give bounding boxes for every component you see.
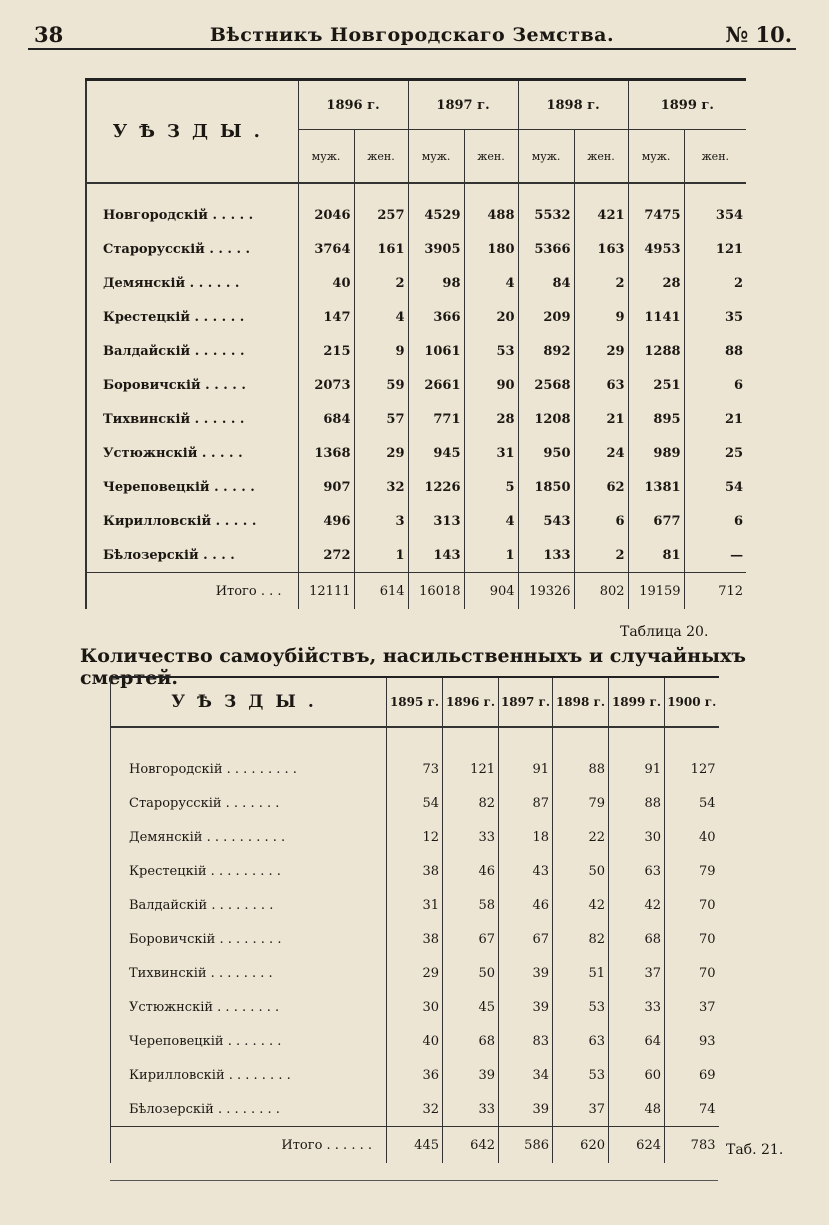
value-cell: 24 [574, 436, 628, 470]
year-header: 1898 г. [553, 677, 609, 727]
sex-header-male: муж. [298, 130, 354, 184]
value-cell: 257 [354, 198, 408, 232]
value-cell: 29 [574, 334, 628, 368]
value-cell: 50 [553, 854, 609, 888]
value-cell: 3905 [408, 232, 464, 266]
district-name: Демянскій . . . . . . [86, 266, 298, 300]
value-cell: 88 [553, 752, 609, 786]
value-cell: 2046 [298, 198, 354, 232]
sex-header-female: жен. [354, 130, 408, 184]
value-cell: 5532 [518, 198, 574, 232]
total-cell: 624 [609, 1127, 665, 1164]
value-cell: 34 [499, 1058, 553, 1092]
sex-header-female: жен. [464, 130, 518, 184]
year-header: 1900 г. [665, 677, 719, 727]
table-row [111, 888, 719, 922]
table-row [86, 334, 746, 368]
value-cell: 251 [628, 368, 684, 402]
value-cell: 64 [609, 1024, 665, 1058]
district-name: Крестецкій . . . . . . . . . [111, 854, 387, 888]
value-cell: 12 [387, 820, 443, 854]
value-cell: 28 [464, 402, 518, 436]
district-name: Новгородскій . . . . . . . . . [111, 752, 387, 786]
value-cell: 20 [464, 300, 518, 334]
value-cell: 143 [408, 538, 464, 573]
value-cell: 51 [553, 956, 609, 990]
value-cell: 39 [499, 1092, 553, 1127]
total-cell: 12111 [298, 573, 354, 610]
total-label: Итого . . . . . . [111, 1127, 387, 1164]
value-cell: 4 [464, 266, 518, 300]
value-cell: 84 [518, 266, 574, 300]
value-cell: 73 [387, 752, 443, 786]
value-cell: 42 [553, 888, 609, 922]
value-cell: 59 [354, 368, 408, 402]
header-rule [28, 48, 796, 50]
value-cell: 46 [443, 854, 499, 888]
value-cell: 70 [665, 956, 719, 990]
table-row [86, 402, 746, 436]
value-cell: 93 [665, 1024, 719, 1058]
spacer-row [86, 183, 746, 198]
value-cell: 950 [518, 436, 574, 470]
sex-header-male: муж. [518, 130, 574, 184]
table-row [111, 1058, 719, 1092]
value-cell: 68 [443, 1024, 499, 1058]
table-row [111, 956, 719, 990]
spacer-cell [553, 727, 609, 752]
table-row [86, 436, 746, 470]
value-cell: 488 [464, 198, 518, 232]
district-name: Старорусскій . . . . . . . [111, 786, 387, 820]
value-cell: 127 [665, 752, 719, 786]
sex-header-male: муж. [628, 130, 684, 184]
total-cell: 19159 [628, 573, 684, 610]
value-cell: 33 [443, 820, 499, 854]
district-name: Устюжнскій . . . . . [86, 436, 298, 470]
value-cell: 54 [387, 786, 443, 820]
value-cell: 21 [684, 402, 746, 436]
page-header [28, 20, 796, 52]
district-name: Боровичскій . . . . . [86, 368, 298, 402]
value-cell: 147 [298, 300, 354, 334]
total-cell: 614 [354, 573, 408, 610]
value-cell: 6 [684, 504, 746, 538]
spacer-cell [574, 183, 628, 198]
table-row [86, 368, 746, 402]
value-cell: 57 [354, 402, 408, 436]
value-cell: 30 [387, 990, 443, 1024]
table-row [111, 820, 719, 854]
district-name: Валдайскій . . . . . . . . [111, 888, 387, 922]
bottom-rule [110, 1180, 718, 1181]
value-cell: 6 [574, 504, 628, 538]
value-cell: 40 [387, 1024, 443, 1058]
table-row [86, 538, 746, 573]
value-cell: 90 [464, 368, 518, 402]
value-cell: 38 [387, 854, 443, 888]
spacer-cell [443, 727, 499, 752]
total-label: Итого . . . [86, 573, 298, 610]
value-cell: 74 [665, 1092, 719, 1127]
table-row [111, 1024, 719, 1058]
value-cell: 32 [354, 470, 408, 504]
value-cell: 1368 [298, 436, 354, 470]
value-cell: 907 [298, 470, 354, 504]
value-cell: 2661 [408, 368, 464, 402]
value-cell: 53 [553, 1058, 609, 1092]
value-cell: 83 [499, 1024, 553, 1058]
total-row [86, 573, 746, 610]
table-body [86, 183, 746, 609]
spacer-cell [665, 727, 719, 752]
value-cell: 1850 [518, 470, 574, 504]
sex-header-male: муж. [408, 130, 464, 184]
table-row [86, 504, 746, 538]
value-cell: 29 [387, 956, 443, 990]
value-cell: 496 [298, 504, 354, 538]
value-cell: 40 [665, 820, 719, 854]
spacer-cell [298, 183, 354, 198]
sex-header-female: жен. [684, 130, 746, 184]
value-cell: 2 [684, 266, 746, 300]
value-cell: 63 [574, 368, 628, 402]
district-name: Демянскій . . . . . . . . . . [111, 820, 387, 854]
district-name: Боровичскій . . . . . . . . [111, 922, 387, 956]
year-header: 1896 г. [443, 677, 499, 727]
spacer-row [111, 727, 719, 752]
district-name: Крестецкій . . . . . . [86, 300, 298, 334]
value-cell: 28 [628, 266, 684, 300]
total-cell: 802 [574, 573, 628, 610]
value-cell: 684 [298, 402, 354, 436]
table-caption: Таблица 20. [620, 624, 709, 640]
journal-title: Вѣстникъ Новгородскаго Земства. [209, 24, 615, 46]
value-cell: 1 [354, 538, 408, 573]
value-cell: 54 [684, 470, 746, 504]
value-cell: 39 [443, 1058, 499, 1092]
total-cell: 445 [387, 1127, 443, 1164]
value-cell: 1061 [408, 334, 464, 368]
value-cell: 161 [354, 232, 408, 266]
table-caption: Таб. 21. [726, 1142, 784, 1158]
value-cell: 31 [464, 436, 518, 470]
value-cell: 98 [408, 266, 464, 300]
value-cell: 892 [518, 334, 574, 368]
table-row [111, 854, 719, 888]
value-cell: 40 [298, 266, 354, 300]
value-cell: 53 [464, 334, 518, 368]
sex-header-female: жен. [574, 130, 628, 184]
value-cell: 37 [665, 990, 719, 1024]
value-cell: 313 [408, 504, 464, 538]
value-cell: 1141 [628, 300, 684, 334]
value-cell: 68 [609, 922, 665, 956]
spacer-cell [86, 183, 298, 198]
value-cell: 1208 [518, 402, 574, 436]
value-cell: 21 [574, 402, 628, 436]
value-cell: 771 [408, 402, 464, 436]
value-cell: 35 [684, 300, 746, 334]
value-cell: — [684, 538, 746, 573]
district-name: Тихвинскій . . . . . . [86, 402, 298, 436]
district-name: Бѣлозерскій . . . . . . . . [111, 1092, 387, 1127]
district-name: Череповецкій . . . . . . . [111, 1024, 387, 1058]
value-cell: 69 [665, 1058, 719, 1092]
value-cell: 50 [443, 956, 499, 990]
value-cell: 5 [464, 470, 518, 504]
year-header: 1899 г. [609, 677, 665, 727]
value-cell: 121 [443, 752, 499, 786]
table-row [86, 198, 746, 232]
value-cell: 2 [574, 538, 628, 573]
table-row [111, 1092, 719, 1127]
value-cell: 70 [665, 888, 719, 922]
value-cell: 37 [553, 1092, 609, 1127]
value-cell: 180 [464, 232, 518, 266]
value-cell: 79 [665, 854, 719, 888]
value-cell: 2 [574, 266, 628, 300]
table-row [111, 786, 719, 820]
spacer-cell [111, 727, 387, 752]
total-cell: 904 [464, 573, 518, 610]
value-cell: 29 [354, 436, 408, 470]
value-cell: 81 [628, 538, 684, 573]
value-cell: 421 [574, 198, 628, 232]
value-cell: 46 [499, 888, 553, 922]
value-cell: 70 [665, 922, 719, 956]
value-cell: 62 [574, 470, 628, 504]
value-cell: 366 [408, 300, 464, 334]
value-cell: 88 [609, 786, 665, 820]
uezdy-header: УѢЗДЫ. [111, 677, 387, 727]
value-cell: 39 [499, 990, 553, 1024]
value-cell: 33 [443, 1092, 499, 1127]
value-cell: 7475 [628, 198, 684, 232]
spacer-cell [518, 183, 574, 198]
year-header: 1896 г. [298, 80, 408, 130]
spacer-cell [387, 727, 443, 752]
value-cell: 32 [387, 1092, 443, 1127]
value-cell: 63 [553, 1024, 609, 1058]
value-cell: 4 [354, 300, 408, 334]
value-cell: 3764 [298, 232, 354, 266]
value-cell: 9 [354, 334, 408, 368]
table-body [111, 727, 719, 1163]
value-cell: 1381 [628, 470, 684, 504]
year-header: 1897 г. [408, 80, 518, 130]
page-number: 38 [34, 22, 64, 47]
value-cell: 9 [574, 300, 628, 334]
table-row [86, 232, 746, 266]
value-cell: 4529 [408, 198, 464, 232]
district-name: Старорусскій . . . . . [86, 232, 298, 266]
value-cell: 33 [609, 990, 665, 1024]
spacer-cell [684, 183, 746, 198]
value-cell: 67 [443, 922, 499, 956]
table-row [86, 470, 746, 504]
issue-number: № 10. [725, 22, 792, 47]
district-name: Кирилловскій . . . . . . . . [111, 1058, 387, 1092]
value-cell: 989 [628, 436, 684, 470]
district-name: Бѣлозерскій . . . . [86, 538, 298, 573]
district-name: Тихвинскій . . . . . . . . [111, 956, 387, 990]
total-cell: 586 [499, 1127, 553, 1164]
value-cell: 25 [684, 436, 746, 470]
table-20 [85, 78, 746, 609]
table-row [86, 300, 746, 334]
year-header: 1899 г. [628, 80, 746, 130]
spacer-cell [628, 183, 684, 198]
value-cell: 3 [354, 504, 408, 538]
value-cell: 54 [665, 786, 719, 820]
total-row [111, 1127, 719, 1164]
value-cell: 2 [354, 266, 408, 300]
district-name: Череповецкій . . . . . [86, 470, 298, 504]
table-title: Количество самоубійствъ, насильственныхъ и случайныхъ смертей. [80, 645, 747, 689]
value-cell: 215 [298, 334, 354, 368]
value-cell: 121 [684, 232, 746, 266]
value-cell: 31 [387, 888, 443, 922]
year-header: 1897 г. [499, 677, 553, 727]
table-row [86, 266, 746, 300]
value-cell: 43 [499, 854, 553, 888]
value-cell: 67 [499, 922, 553, 956]
value-cell: 60 [609, 1058, 665, 1092]
value-cell: 4 [464, 504, 518, 538]
value-cell: 5366 [518, 232, 574, 266]
value-cell: 36 [387, 1058, 443, 1092]
value-cell: 63 [609, 854, 665, 888]
year-header: 1898 г. [518, 80, 628, 130]
value-cell: 2073 [298, 368, 354, 402]
value-cell: 945 [408, 436, 464, 470]
uezdy-header: УѢЗДЫ. [86, 80, 298, 184]
value-cell: 37 [609, 956, 665, 990]
value-cell: 543 [518, 504, 574, 538]
value-cell: 354 [684, 198, 746, 232]
total-cell: 19326 [518, 573, 574, 610]
spacer-cell [499, 727, 553, 752]
table-row [111, 990, 719, 1024]
spacer-cell [609, 727, 665, 752]
value-cell: 91 [609, 752, 665, 786]
value-cell: 1 [464, 538, 518, 573]
value-cell: 1226 [408, 470, 464, 504]
total-cell: 16018 [408, 573, 464, 610]
district-name: Кирилловскій . . . . . [86, 504, 298, 538]
value-cell: 88 [684, 334, 746, 368]
value-cell: 272 [298, 538, 354, 573]
total-cell: 642 [443, 1127, 499, 1164]
value-cell: 163 [574, 232, 628, 266]
value-cell: 209 [518, 300, 574, 334]
district-name: Новгородскій . . . . . [86, 198, 298, 232]
value-cell: 22 [553, 820, 609, 854]
table-row [111, 922, 719, 956]
value-cell: 45 [443, 990, 499, 1024]
value-cell: 48 [609, 1092, 665, 1127]
value-cell: 87 [499, 786, 553, 820]
spacer-cell [408, 183, 464, 198]
value-cell: 42 [609, 888, 665, 922]
value-cell: 82 [553, 922, 609, 956]
total-cell: 712 [684, 573, 746, 610]
total-cell: 620 [553, 1127, 609, 1164]
district-name: Валдайскій . . . . . . [86, 334, 298, 368]
value-cell: 38 [387, 922, 443, 956]
table-21 [110, 676, 719, 1163]
value-cell: 79 [553, 786, 609, 820]
value-cell: 677 [628, 504, 684, 538]
value-cell: 91 [499, 752, 553, 786]
value-cell: 30 [609, 820, 665, 854]
table-row [111, 752, 719, 786]
value-cell: 2568 [518, 368, 574, 402]
spacer-cell [464, 183, 518, 198]
spacer-cell [354, 183, 408, 198]
value-cell: 82 [443, 786, 499, 820]
value-cell: 4953 [628, 232, 684, 266]
value-cell: 53 [553, 990, 609, 1024]
value-cell: 39 [499, 956, 553, 990]
value-cell: 6 [684, 368, 746, 402]
year-header: 1895 г. [387, 677, 443, 727]
value-cell: 1288 [628, 334, 684, 368]
value-cell: 133 [518, 538, 574, 573]
value-cell: 895 [628, 402, 684, 436]
district-name: Устюжнскій . . . . . . . . [111, 990, 387, 1024]
value-cell: 58 [443, 888, 499, 922]
value-cell: 18 [499, 820, 553, 854]
total-cell: 783 [665, 1127, 719, 1164]
